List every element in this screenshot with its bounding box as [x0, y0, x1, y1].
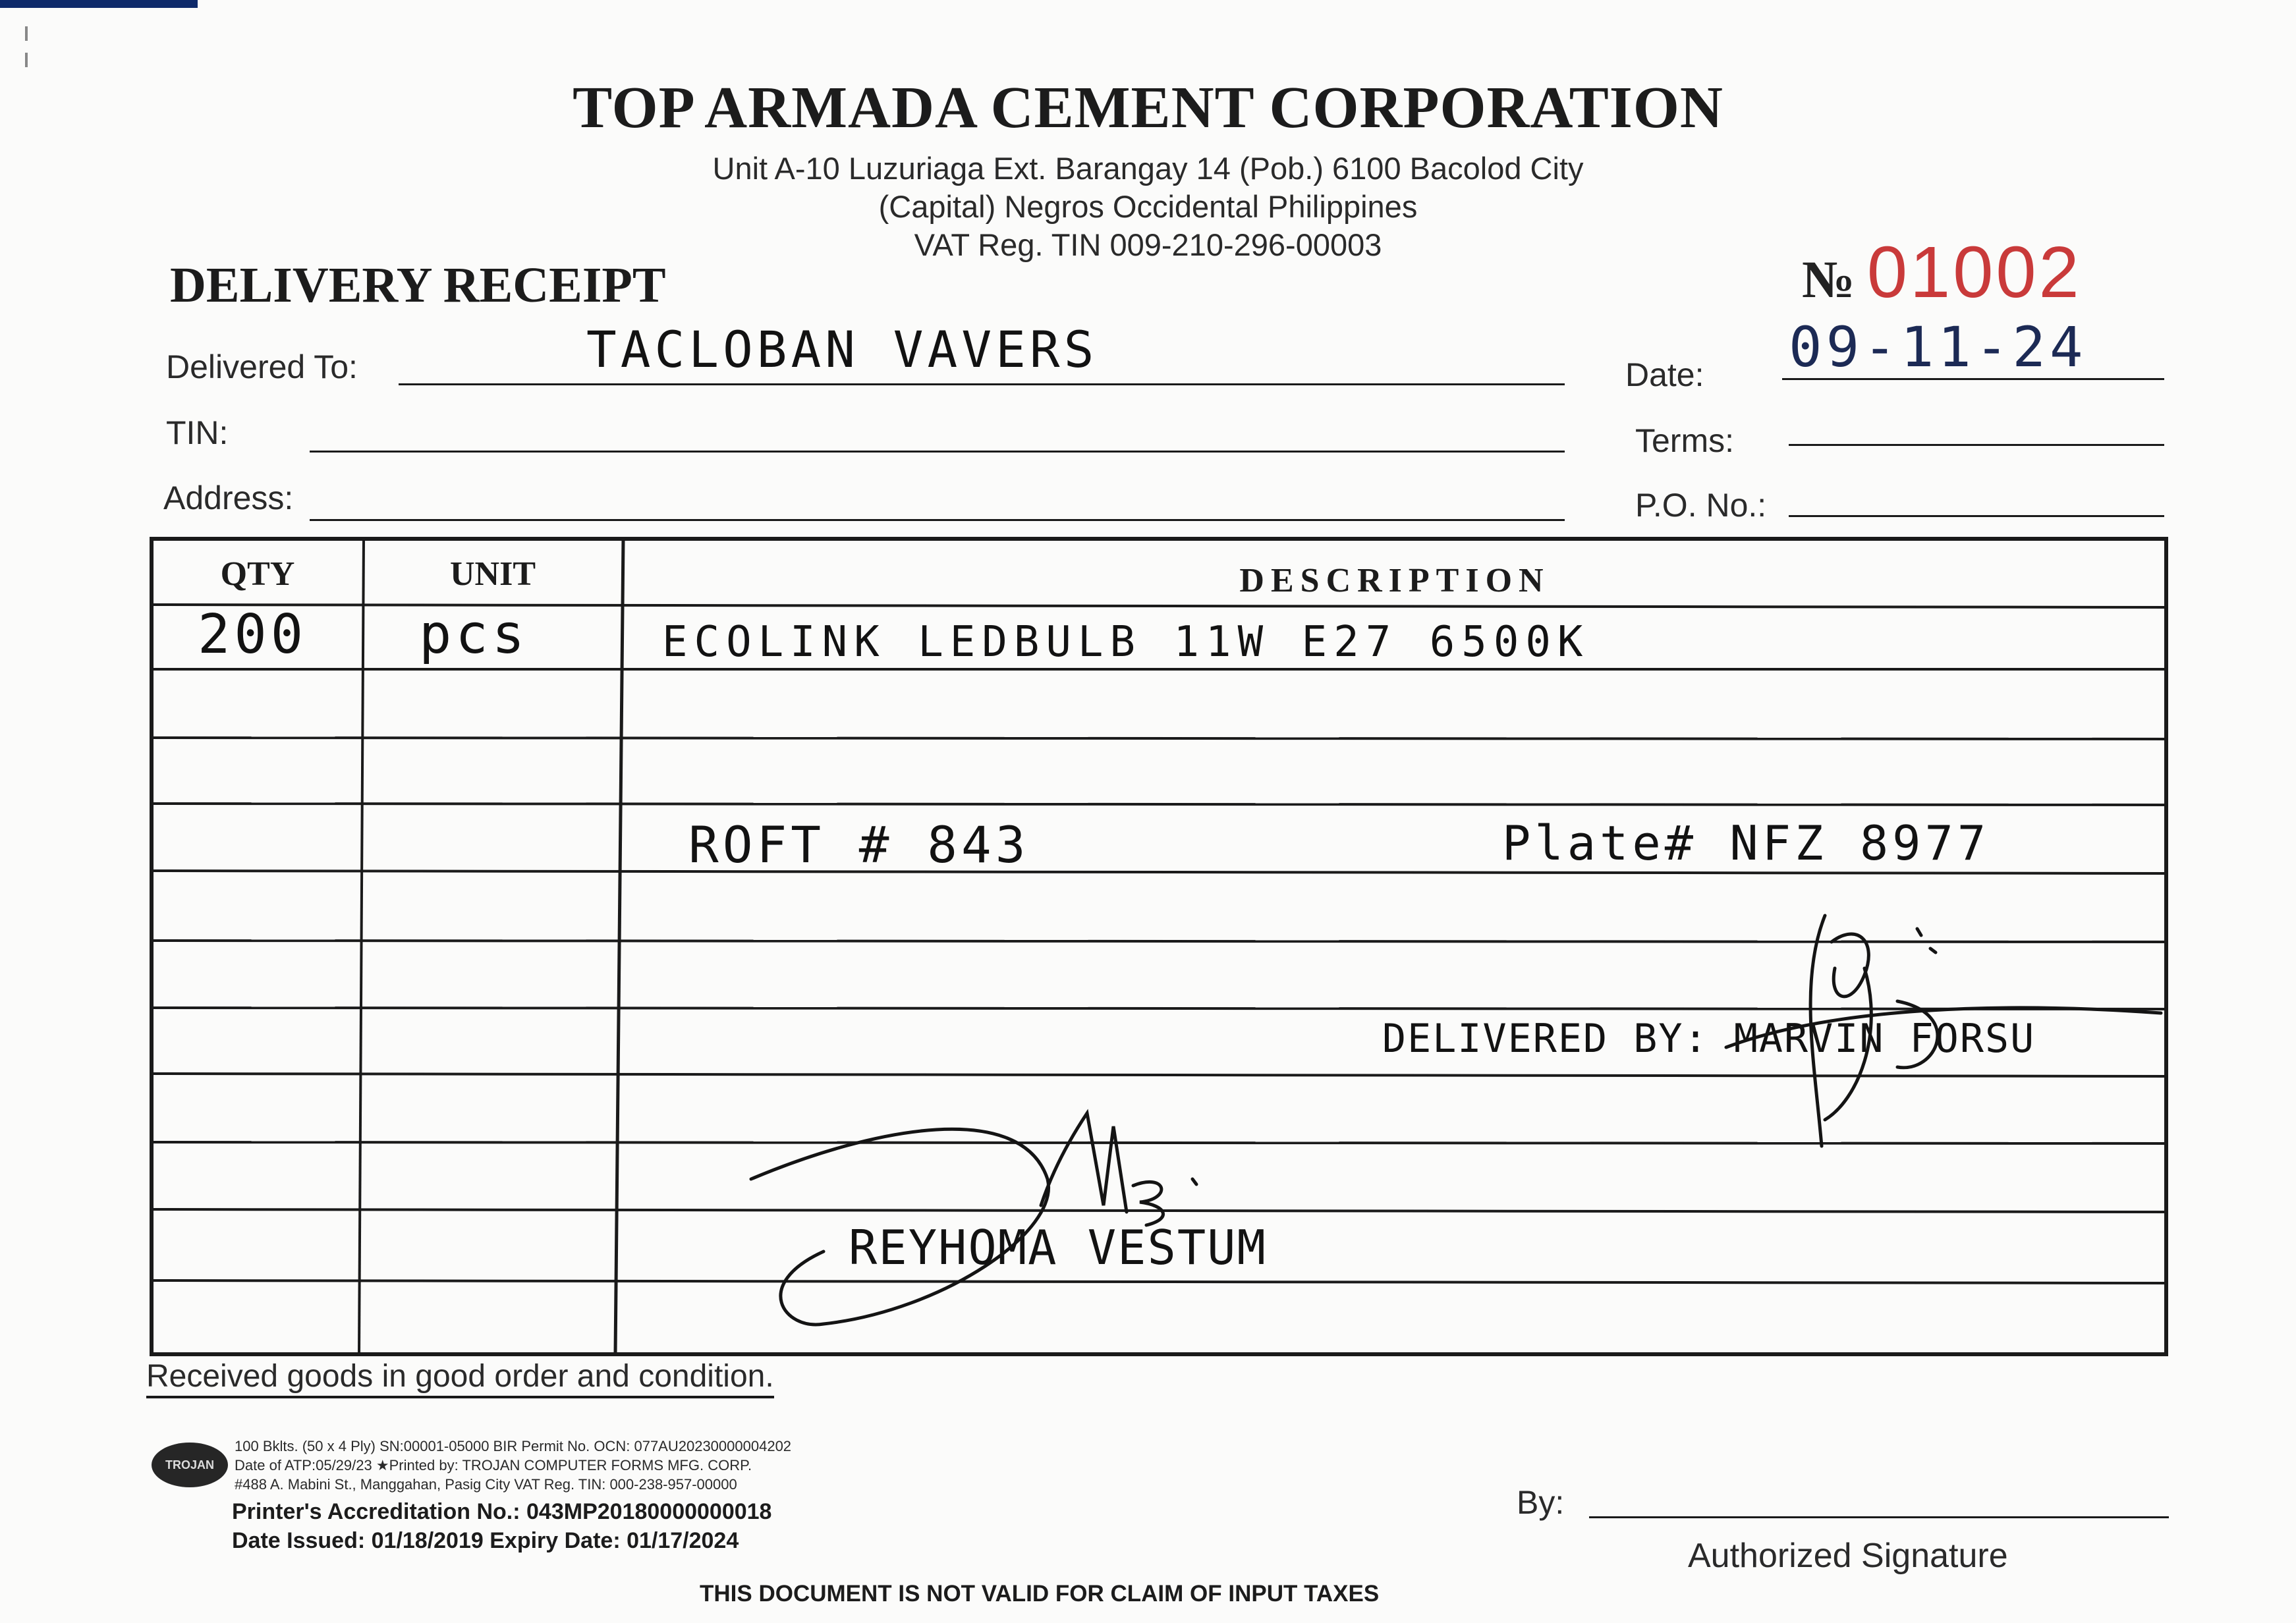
- company-vat-tin: VAT Reg. TIN 009-210-296-00003: [914, 227, 1382, 262]
- company-address-line2: (Capital) Negros Occidental Philippines: [878, 189, 1418, 224]
- document-title: DELIVERY RECEIPT: [170, 258, 666, 313]
- roft-number: ROFT # 843: [688, 815, 1030, 874]
- date-label: Date:: [1625, 356, 1704, 393]
- delivered-to-label: Delivered To:: [166, 348, 358, 385]
- by-label: By:: [1517, 1484, 1565, 1521]
- receipt-number-value: 01002: [1866, 232, 2082, 313]
- printer-info-line3: #488 A. Mabini St., Manggahan, Pasig City VAT Reg. TIN: 000-238-957-00000: [235, 1476, 737, 1493]
- delivered-by-note: DELIVERED BY: MARVIN FORSU: [1382, 1016, 2036, 1062]
- po-number-label: P.O. No.:: [1635, 487, 1767, 524]
- number-sign: №: [1802, 251, 1855, 309]
- tin-label: TIN:: [166, 414, 229, 451]
- received-good-order-note: Received goods in good order and condition.: [146, 1358, 774, 1398]
- not-valid-notice: THIS DOCUMENT IS NOT VALID FOR CLAIM OF INPUT TAXES: [700, 1581, 1380, 1607]
- company-name: TOP ARMADA CEMENT CORPORATION: [573, 75, 1723, 140]
- plate-number: Plate# NFZ 8977: [1502, 815, 1990, 871]
- printer-dates: Date Issued: 01/18/2019 Expiry Date: 01/17/2024: [232, 1528, 739, 1553]
- row1-description: ECOLINK LEDBULB 11W E27 6500K: [662, 618, 1590, 667]
- description-column-header: DESCRIPTION: [1239, 562, 1550, 599]
- date-value: 09-11-24: [1789, 315, 2087, 379]
- delivered-to-value: TACLOBAN VAVERS: [586, 320, 1098, 379]
- row1-unit: pcs: [419, 603, 529, 666]
- authorized-signature-label: Authorized Signature: [1688, 1537, 2008, 1575]
- address-label: Address:: [163, 480, 294, 516]
- authorized-signature-line: [1589, 1516, 2169, 1518]
- unit-column-header: UNIT: [449, 555, 536, 593]
- company-address-line1: Unit A-10 Luzuriaga Ext. Barangay 14 (Pob.) 6100 Bacolod City: [712, 151, 1584, 186]
- receiver-signature: [744, 1087, 1219, 1337]
- received-by-note: REYHOMA VESTUM: [849, 1220, 1267, 1275]
- qty-column-header: QTY: [220, 555, 295, 593]
- row1-qty: 200: [198, 603, 308, 666]
- printer-info-line2: Date of ATP:05/29/23 ★Printed by: TROJAN COMPUTER FORMS MFG. CORP.: [235, 1457, 752, 1473]
- terms-label: Terms:: [1635, 422, 1734, 459]
- printer-accreditation: Printer's Accreditation No.: 043MP20180000000018: [232, 1499, 772, 1524]
- deliverer-signature: [1700, 902, 2174, 1166]
- printer-info-line1: 100 Bklts. (50 x 4 Ply) SN:00001-05000 BIR Permit No. OCN: 077AU20230000004202: [235, 1438, 792, 1454]
- printer-logo: TROJAN: [152, 1443, 228, 1487]
